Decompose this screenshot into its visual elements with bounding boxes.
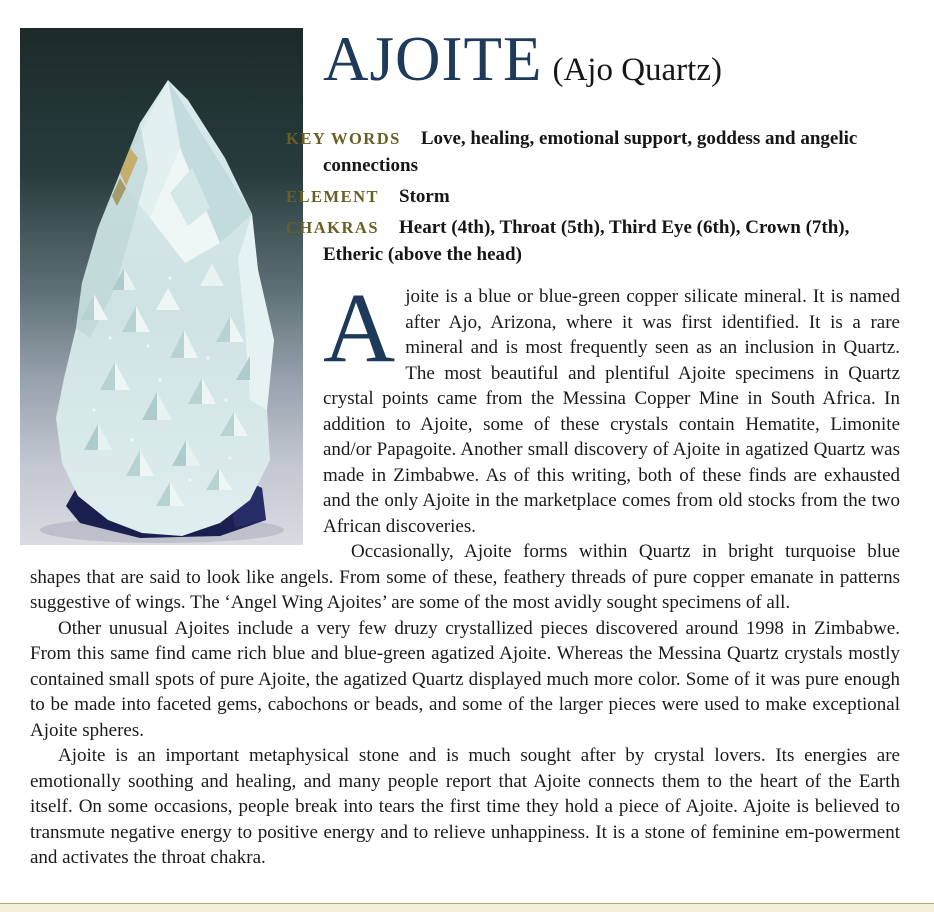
intro-text: joite is a blue or blue-green copper silicate mineral. It is named after Ajo, Arizona, where it was first identified. It is a rare mineral and is most frequently seen as an inclusion in Quartz. The most beautiful and plentiful Ajoite specimens in Quartz crystal points came from the Messina Copper Mine in South Africa. In addition to Ajoite, some of these crystals contain Hematite, Limonite and/or Papagoite. Another small discovery of Ajoite in agatized Quartz was made in Zimbabwe. As of this writing, both of these finds are exhausted and the only Ajoite in the marketplace comes from old stocks from the two African discoveries. xyxy=(323,286,900,537)
dropcap-letter: A xyxy=(323,272,396,383)
ajoite-specimen-photo xyxy=(20,28,303,545)
attribute-label: KEY WORDS xyxy=(286,129,401,148)
page-footer-bar xyxy=(0,903,934,912)
mineral-alt-name: (Ajo Quartz) xyxy=(552,52,722,88)
attribute-label: ELEMENT xyxy=(286,187,380,206)
mineral-name: AJOITE xyxy=(323,24,543,94)
attribute-value: Heart (4th), Throat (5th), Third Eye (6th), Crown (7th), Etheric (above the head) xyxy=(323,217,850,265)
body-paragraph-3: Other unusual Ajoites include a very few druzy crystallized pieces discovered around 1998 in Zimbabwe. From this same find came rich blue and blue-green agatized Ajoite. Whereas the Messina Quartz crystals mostly contained small spots of pure Ajoite, the agatized Quartz displayed much more color. Some of it was pure enough to be made into faceted gems, cabochons or beads, and some of the larger pieces were used to make exceptional Ajoite spheres. xyxy=(30,617,900,741)
attribute-label: CHAKRAS xyxy=(286,218,380,237)
attribute-value: Storm xyxy=(399,186,450,207)
body-paragraph-2: Occasionally, Ajoite forms within Quartz in bright turquoise blue shapes that are said to look like angels. From some of these, feathery threads of pure copper emanate in patterns suggestive of wings. The ‘Angel Wing Ajoites’ are some of the most avidly sought specimens of all. xyxy=(30,541,900,613)
body-paragraph-4: Ajoite is an important metaphysical stone and is much sought after by crystal lovers. Its energies are emotionally soothing and healing, and many people report that Ajoite connects them to the heart of the Earth itself. On some occasions, people break into tears the first time they hold a piece of Ajoite. Ajoite is believed to transmute negative energy to positive energy and to relieve unhappiness. It is a stone of feminine em-powerment and activates the throat chakra. xyxy=(30,745,900,868)
attribute-value: Love, healing, emotional support, goddess and angelic connections xyxy=(323,128,858,176)
